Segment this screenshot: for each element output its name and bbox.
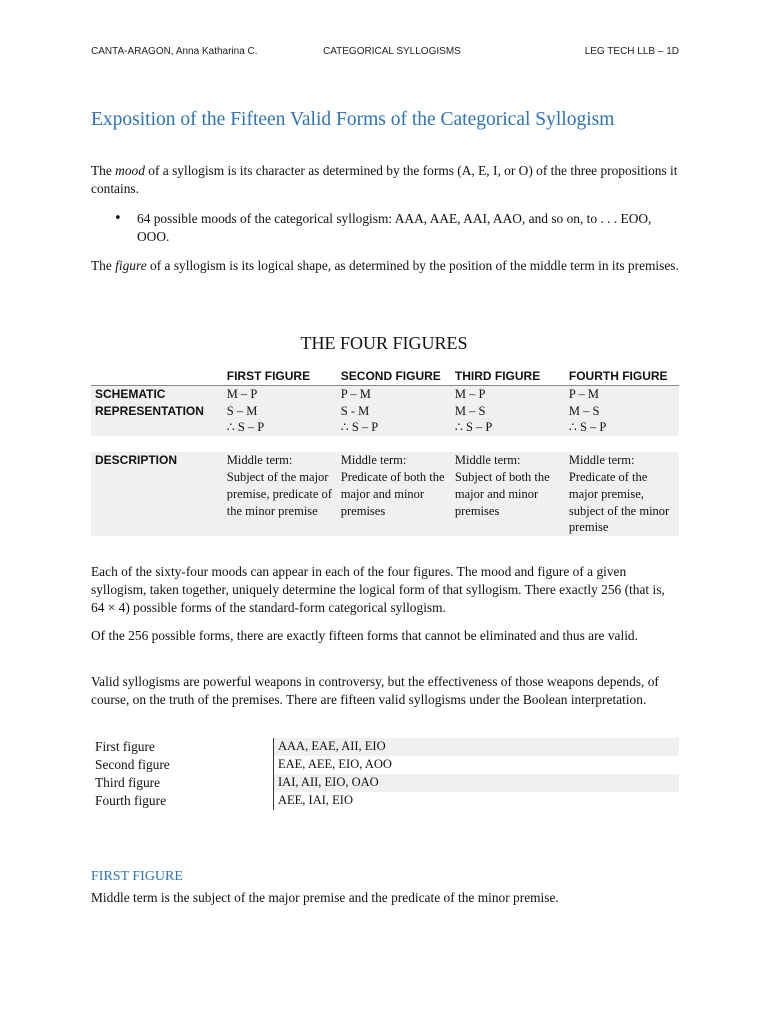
description-fourth: Middle term: Predicate of the major premise, subject of the minor premise xyxy=(565,452,679,536)
mood-paragraph: The mood of a syllogism is its character as determined by the forms (A, E, I, or O) of the three propositions it contains. xyxy=(91,163,678,196)
header-second-figure: SECOND FIGURE xyxy=(337,368,451,385)
schematic-row xyxy=(91,385,679,436)
mood-term: mood xyxy=(115,163,145,178)
valid-forms-label: First figure xyxy=(95,739,155,754)
valid-forms-table xyxy=(91,738,679,810)
schematic-third: M – P M – S ∴ S – P xyxy=(451,385,565,436)
description-first: Middle term: Subject of the major premise, predicate of the minor premise xyxy=(223,452,337,536)
table-spacer-row xyxy=(91,436,679,452)
four-figures-table xyxy=(91,368,679,536)
schematic-fourth: P – M M – S ∴ S – P xyxy=(565,385,679,436)
description-row xyxy=(91,452,679,536)
description-label: DESCRIPTION xyxy=(91,452,223,536)
four-figures-header-row xyxy=(91,368,679,385)
first-figure-description: Middle term is the subject of the major premise and the predicate of the minor premise. xyxy=(91,890,559,905)
header-course: LEG TECH LLB – 1D xyxy=(584,46,679,57)
valid-forms-row xyxy=(91,792,679,810)
header-author: CANTA-ARAGON, Anna Katharina C. xyxy=(91,46,258,57)
valid-forms-value: AAA, EAE, AII, EIO xyxy=(274,738,680,756)
figure-term: figure xyxy=(115,258,147,273)
header-cell-empty xyxy=(91,368,223,385)
valid-forms-label: Third figure xyxy=(95,775,161,790)
valid-forms-value: AEE, IAI, EIO xyxy=(274,792,680,810)
four-figures-title: THE FOUR FIGURES xyxy=(300,333,468,353)
first-figure-heading: FIRST FIGURE xyxy=(91,869,183,884)
header-topic: CATEGORICAL SYLLOGISMS xyxy=(323,46,461,57)
document-title: Exposition of the Fifteen Valid Forms of the Categorical Syllogism xyxy=(91,109,615,130)
valid-forms-row xyxy=(91,774,679,792)
schematic-first: M – P S – M ∴ S – P xyxy=(223,385,337,436)
description-second: Middle term: Predicate of both the major and minor premises xyxy=(337,452,451,536)
moods-bullet-item: 64 possible moods of the categorical syllogism: AAA, AAE, AAI, AAO, and so on, to . . . EOO, OOO. xyxy=(137,211,652,244)
moods-figures-paragraph: Each of the sixty-four moods can appear in each of the four figures. The mood and figure of a given syllogism, taken together, uniquely determine the logical form of that syllogism. There exactly 256 (that is, 64 × 4) possible forms of the standard-form categorical syllogism. xyxy=(91,564,665,615)
header-first-figure: FIRST FIGURE xyxy=(223,368,337,385)
header-fourth-figure: FOURTH FIGURE xyxy=(565,368,679,385)
schematic-second: P – M S - M ∴ S – P xyxy=(337,385,451,436)
valid-forms-row xyxy=(91,756,679,774)
valid-forms-value: EAE, AEE, EIO, AOO xyxy=(274,756,680,774)
bullet-icon: • xyxy=(114,211,122,226)
valid-forms-value: IAI, AII, EIO, OAO xyxy=(274,774,680,792)
valid-forms-label: Second figure xyxy=(95,757,170,772)
fifteen-forms-paragraph: Of the 256 possible forms, there are exactly fifteen forms that cannot be eliminated and thus are valid. xyxy=(91,628,638,643)
schematic-label: SCHEMATIC REPRESENTATION xyxy=(91,385,223,436)
valid-forms-row xyxy=(91,738,679,756)
description-third: Middle term: Subject of both the major and minor premises xyxy=(451,452,565,536)
header-third-figure: THIRD FIGURE xyxy=(451,368,565,385)
valid-syllogisms-paragraph: Valid syllogisms are powerful weapons in controversy, but the effectiveness of those weapons depends, of course, on the truth of the premises. There are fifteen valid syllogisms under the Boolean interpretation. xyxy=(91,674,659,707)
valid-forms-label: Fourth figure xyxy=(95,793,167,808)
figure-paragraph: The figure of a syllogism is its logical shape, as determined by the position of the middle term in its premises. xyxy=(91,258,679,273)
